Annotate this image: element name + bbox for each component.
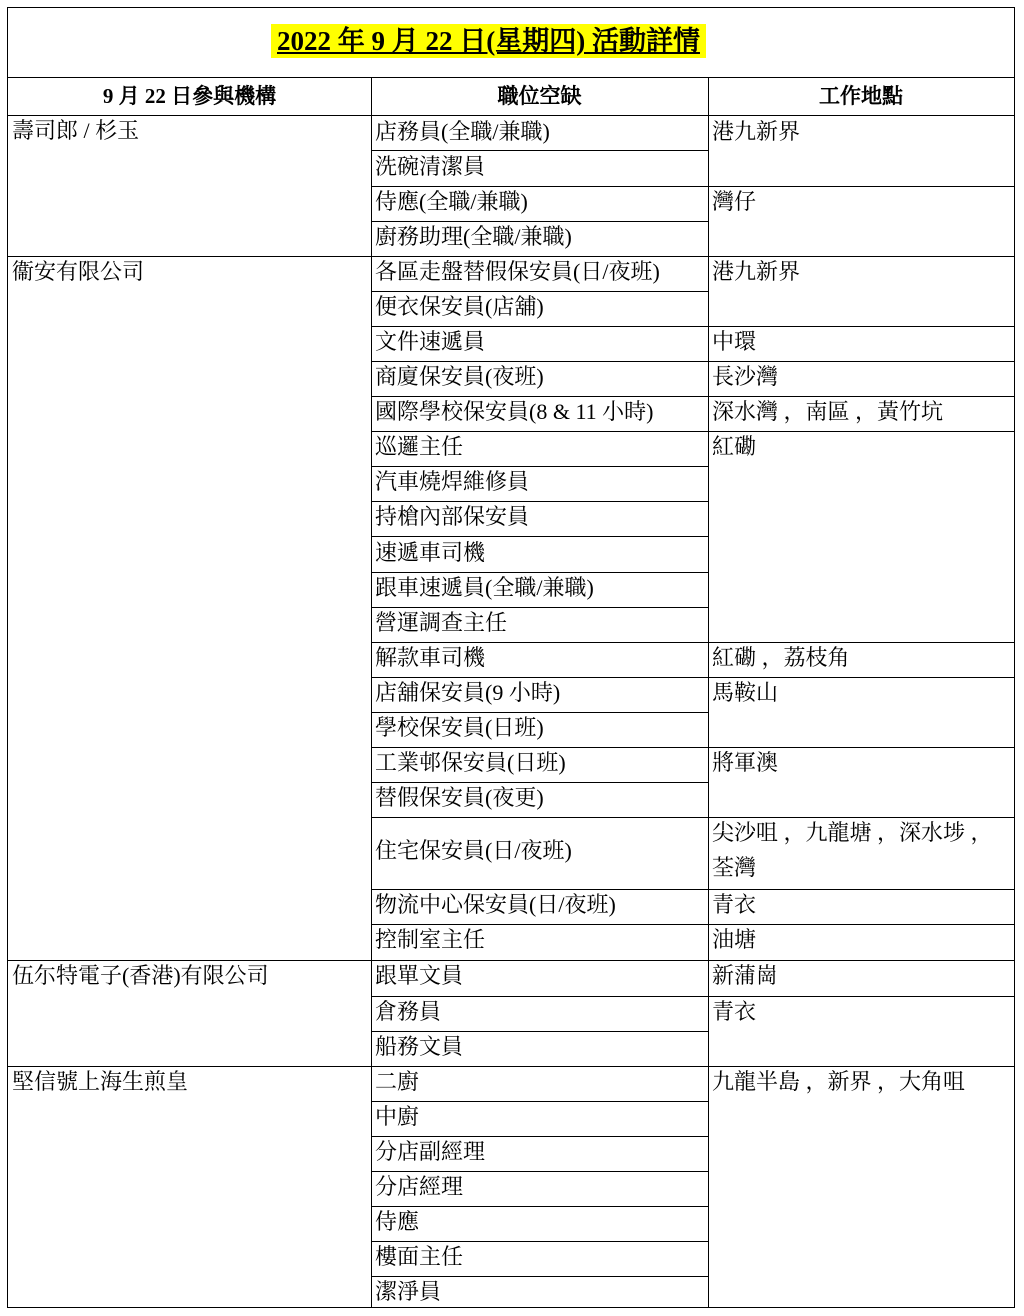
header-location: 工作地點 xyxy=(819,84,903,108)
row-divider xyxy=(8,115,1014,116)
row-divider xyxy=(371,361,708,362)
row-divider xyxy=(371,186,708,187)
row-divider xyxy=(371,1136,708,1137)
job-title: 速遞車司機 xyxy=(375,540,486,565)
row-divider xyxy=(708,361,1014,362)
work-location: 深水灣 ，南區 ，黃竹坑 xyxy=(712,399,944,424)
row-divider xyxy=(371,607,708,608)
row-divider xyxy=(371,747,708,748)
row-divider xyxy=(708,396,1014,397)
job-title: 替假保安員(夜更) xyxy=(375,785,544,810)
job-title: 文件速遞員 xyxy=(375,329,486,354)
job-title: 船務文員 xyxy=(375,1034,464,1059)
row-divider xyxy=(371,221,708,222)
work-location: 港九新界 xyxy=(712,259,801,284)
row-divider xyxy=(371,1171,708,1172)
row-divider xyxy=(371,1241,708,1242)
header-vacancy: 職位空缺 xyxy=(497,84,582,108)
job-title: 便衣保安員(店舖) xyxy=(375,294,544,319)
header-organization: 9 月 22 日參與機構 xyxy=(102,84,277,108)
work-location: 港九新界 xyxy=(712,119,801,144)
job-title: 分店副經理 xyxy=(375,1139,486,1164)
org-name: 壽司郎 / 杉玉 xyxy=(12,118,140,143)
work-location: 中環 xyxy=(712,329,757,354)
job-title: 學校保安員(日班) xyxy=(375,715,544,740)
row-divider xyxy=(708,642,1014,643)
row-divider xyxy=(371,396,708,397)
job-title: 跟單文員 xyxy=(375,963,464,988)
work-location: 青衣 xyxy=(712,999,757,1024)
job-title: 國際學校保安員(8 & 11 小時) xyxy=(375,399,654,424)
row-divider xyxy=(371,326,708,327)
job-title: 樓面主任 xyxy=(375,1244,464,1269)
row-divider xyxy=(8,256,1014,257)
row-divider xyxy=(8,1066,1014,1067)
row-divider xyxy=(371,1276,708,1277)
job-title: 工業邨保安員(日班) xyxy=(375,750,566,775)
row-divider xyxy=(371,924,708,925)
work-location: 荃灣 xyxy=(712,855,757,880)
work-location: 青衣 xyxy=(712,892,757,917)
job-title: 潔淨員 xyxy=(375,1279,442,1304)
row-divider xyxy=(708,889,1014,890)
event-table xyxy=(7,7,1015,1308)
row-divider xyxy=(371,431,708,432)
row-divider xyxy=(708,326,1014,327)
job-title: 洗碗清潔員 xyxy=(375,154,486,179)
row-divider xyxy=(708,924,1014,925)
job-title: 控制室主任 xyxy=(375,927,486,952)
job-title: 二廚 xyxy=(375,1069,420,1094)
row-divider xyxy=(371,642,708,643)
job-title: 店舖保安員(9 小時) xyxy=(375,680,561,705)
work-location: 紅磡 ，荔枝角 xyxy=(712,645,850,670)
job-title: 各區走盤替假保安員(日/夜班) xyxy=(375,259,660,284)
title-cell xyxy=(8,8,1014,78)
job-title: 廚務助理(全職/兼職) xyxy=(375,224,572,249)
row-divider xyxy=(371,501,708,502)
job-title: 侍應(全職/兼職) xyxy=(375,189,528,214)
row-divider xyxy=(371,996,708,997)
row-divider xyxy=(371,572,708,573)
org-name: 衞安有限公司 xyxy=(12,259,145,284)
work-location: 長沙灣 xyxy=(712,364,779,389)
row-divider xyxy=(371,466,708,467)
row-divider xyxy=(371,536,708,537)
job-title: 物流中心保安員(日/夜班) xyxy=(375,892,616,917)
row-divider xyxy=(371,782,708,783)
page-title: 2022 年 9 月 22 日(星期四) 活動詳情 xyxy=(271,24,706,58)
work-location: 新蒲崗 xyxy=(712,963,779,988)
job-title: 倉務員 xyxy=(375,999,442,1024)
row-divider xyxy=(371,677,708,678)
work-location: 油塘 xyxy=(712,927,757,952)
row-divider xyxy=(371,1101,708,1102)
job-title: 商廈保安員(夜班) xyxy=(375,364,544,389)
row-divider xyxy=(371,1206,708,1207)
row-divider xyxy=(371,817,708,818)
row-divider xyxy=(708,817,1014,818)
row-divider xyxy=(8,960,1014,961)
org-name: 伍尓特電子(香港)有限公司 xyxy=(12,963,269,988)
row-divider xyxy=(371,712,708,713)
work-location: 尖沙咀 ，九龍塘 ，深水埗 ， xyxy=(712,820,993,845)
org-name: 堅信號上海生煎皇 xyxy=(12,1069,189,1094)
job-title: 營運調查主任 xyxy=(375,610,508,635)
job-title: 分店經理 xyxy=(375,1174,464,1199)
job-title: 跟車速遞員(全職/兼職) xyxy=(375,575,594,600)
row-divider xyxy=(708,996,1014,997)
work-location: 將軍澳 xyxy=(712,750,779,775)
job-title: 持槍內部保安員 xyxy=(375,504,530,529)
work-location: 灣仔 xyxy=(712,189,757,214)
job-title: 住宅保安員(日/夜班) xyxy=(375,838,572,863)
job-title: 侍應 xyxy=(375,1209,420,1234)
job-title: 店務員(全職/兼職) xyxy=(375,119,550,144)
work-location: 馬鞍山 xyxy=(712,680,779,705)
row-divider xyxy=(371,150,708,151)
row-divider xyxy=(371,889,708,890)
row-divider xyxy=(708,677,1014,678)
job-title: 解款車司機 xyxy=(375,645,486,670)
work-location: 九龍半島 ，新界 ，大角咀 xyxy=(712,1069,966,1094)
row-divider xyxy=(708,747,1014,748)
row-divider xyxy=(371,1031,708,1032)
column-divider xyxy=(708,78,709,1308)
row-divider xyxy=(708,186,1014,187)
job-title: 巡邏主任 xyxy=(375,434,464,459)
row-divider xyxy=(371,291,708,292)
row-divider xyxy=(708,431,1014,432)
column-divider xyxy=(371,78,372,1308)
work-location: 紅磡 xyxy=(712,434,757,459)
job-title: 汽車燒焊維修員 xyxy=(375,469,530,494)
job-title: 中廚 xyxy=(375,1104,420,1129)
